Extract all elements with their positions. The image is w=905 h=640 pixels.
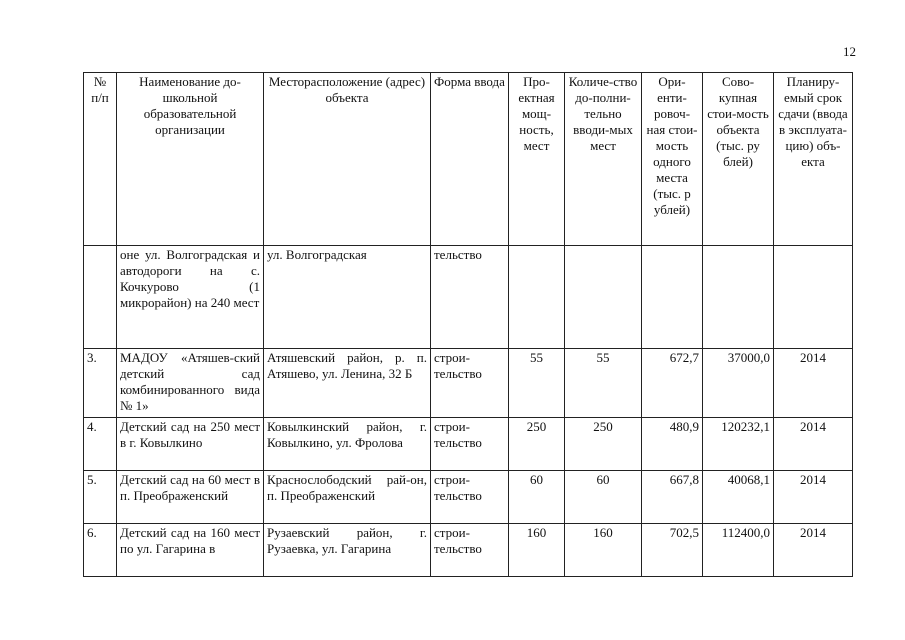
header-name: Наименование до-школьной образовательной организации (117, 73, 264, 246)
cell-address: Атяшевский район, р. п. Атяшево, ул. Ленина, 32 Б (264, 349, 431, 418)
header-total-cost: Сово-купная стои-мость объекта (тыс. ру блей) (703, 73, 774, 246)
header-address: Месторасположение (адрес) объекта (264, 73, 431, 246)
cell-added: 60 (565, 471, 642, 524)
cell-name: оне ул. Волгоградская и автодороги на с. Кочкурово (1 микрорайон) на 240 мест (117, 246, 264, 349)
table-row (84, 349, 853, 418)
cell-address: Ковылкинский район, г. Ковылкино, ул. Фролова (264, 418, 431, 471)
cell-address: Рузаевский район, г. Рузаевка, ул. Гагарина (264, 524, 431, 577)
cell-year: 2014 (774, 349, 853, 418)
cell-total-cost: 37000,0 (703, 349, 774, 418)
header-unit-cost: Ори-енти-ровоч-ная стои-мость одного места (тыс. р ублей) (642, 73, 703, 246)
cell-name: МАДОУ «Атяшев-ский детский сад комбинированного вида № 1» (117, 349, 264, 418)
cell-address: Краснослободский рай-он, п. Преображенский (264, 471, 431, 524)
cell-form: строи-тельство (431, 418, 509, 471)
cell-total-cost: 40068,1 (703, 471, 774, 524)
cell-form: строи-тельство (431, 349, 509, 418)
cell-form: строи-тельство (431, 524, 509, 577)
cell-total-cost: 120232,1 (703, 418, 774, 471)
cell-name: Детский сад на 160 мест по ул. Гагарина в (117, 524, 264, 577)
cell-unit-cost: 667,8 (642, 471, 703, 524)
cell-form: тельство (431, 246, 509, 349)
cell-num: 4. (84, 418, 117, 471)
table-row-continuation (84, 246, 853, 349)
cell-unit-cost: 480,9 (642, 418, 703, 471)
cell-unit-cost: 702,5 (642, 524, 703, 577)
facilities-table (83, 72, 853, 577)
table-header-row (84, 73, 853, 246)
header-year: Планиру-емый срок сдачи (ввода в эксплуата-цию) объ-екта (774, 73, 853, 246)
cell-year: 2014 (774, 471, 853, 524)
cell-capacity: 60 (509, 471, 565, 524)
cell-year: 2014 (774, 418, 853, 471)
cell-address: ул. Волгоградская (264, 246, 431, 349)
cell-form: строи-тельство (431, 471, 509, 524)
cell-total-cost: 112400,0 (703, 524, 774, 577)
cell-capacity: 160 (509, 524, 565, 577)
table-row (84, 418, 853, 471)
cell-capacity: 55 (509, 349, 565, 418)
cell-added: 250 (565, 418, 642, 471)
cell-year: 2014 (774, 524, 853, 577)
cell-num: 5. (84, 471, 117, 524)
cell-num: 6. (84, 524, 117, 577)
table-row (84, 471, 853, 524)
header-capacity: Про-ектная мощ-ность, мест (509, 73, 565, 246)
header-num: № п/п (84, 73, 117, 246)
cell-capacity: 250 (509, 418, 565, 471)
header-added: Количе-ство до-полни-тельно вводи-мых мест (565, 73, 642, 246)
page-number: 12 (843, 44, 856, 59)
header-form: Форма ввода (431, 73, 509, 246)
cell-num: 3. (84, 349, 117, 418)
cell-unit-cost: 672,7 (642, 349, 703, 418)
cell-added: 55 (565, 349, 642, 418)
cell-name: Детский сад на 60 мест в п. Преображенский (117, 471, 264, 524)
cell-name: Детский сад на 250 мест в г. Ковылкино (117, 418, 264, 471)
table-row (84, 524, 853, 577)
cell-added: 160 (565, 524, 642, 577)
